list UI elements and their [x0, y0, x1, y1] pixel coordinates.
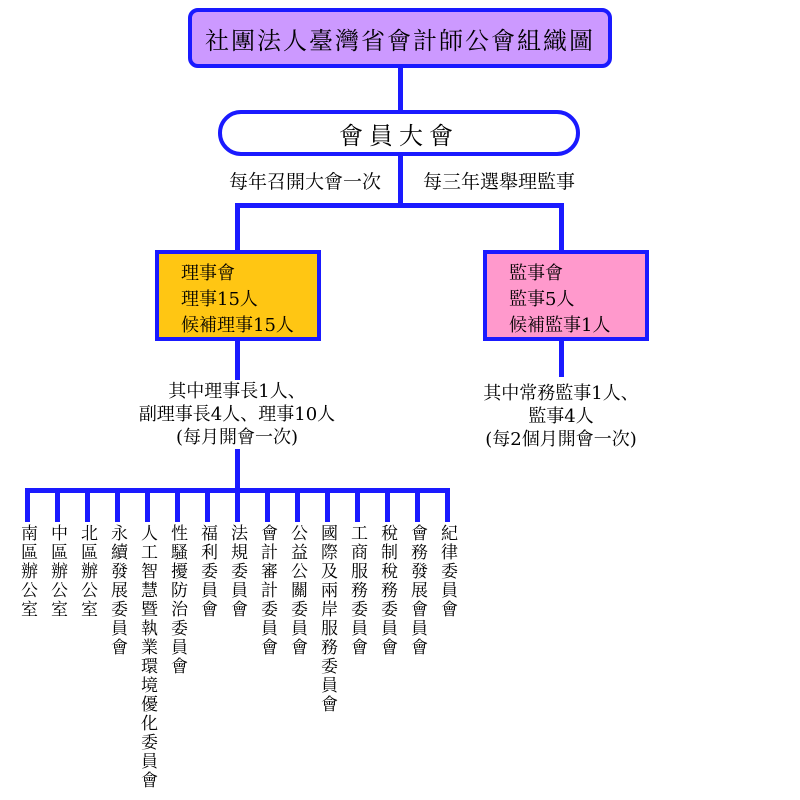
connector-drop-supervisors — [559, 203, 564, 252]
committee-label: 會計審計委員會 — [257, 524, 277, 657]
committee-drop — [145, 488, 150, 522]
committee-drop — [235, 488, 240, 522]
supervisors-alternates-count: 候補監事1人 — [509, 315, 611, 336]
committee-label: 人工智慧暨執業環境優化委員會 — [137, 524, 157, 790]
committee-drop — [265, 488, 270, 522]
connector-supervisors-to-note — [559, 339, 564, 377]
board-note-line3: (每月開會一次) — [175, 427, 299, 448]
committee-label: 南區辦公室 — [17, 524, 37, 619]
board-members-count: 理事15人 — [181, 289, 258, 310]
board-composition-note — [107, 380, 367, 449]
committee-drop — [205, 488, 210, 522]
committee-label: 工商服務委員會 — [347, 524, 367, 657]
supervisors-note-line3: (每2個月開會一次) — [485, 429, 637, 450]
committee-drop — [115, 488, 120, 522]
board-note-line1: 其中理事長1人、 — [168, 381, 306, 402]
committee-drop — [295, 488, 300, 522]
committee-drop — [85, 488, 90, 522]
board-alternates-count: 候補理事15人 — [181, 315, 294, 336]
committee-label: 會務發展會員會 — [407, 524, 427, 657]
connector-assembly-to-split — [398, 154, 403, 207]
committee-drop — [25, 488, 30, 522]
supervisors-note-line2: 監事4人 — [528, 406, 594, 427]
board-note-line2: 副理事長4人、理事10人 — [138, 404, 336, 425]
committee-label: 公益公關委員會 — [287, 524, 307, 657]
supervisors-members-count: 監事5人 — [509, 289, 575, 310]
members-assembly-label: 會員大會 — [339, 121, 459, 150]
committee-label: 稅制稅務委員會 — [377, 524, 397, 657]
committee-drop — [175, 488, 180, 522]
committee-drop — [415, 488, 420, 522]
members-assembly-node — [218, 110, 580, 156]
triennial-election-note: 每三年選舉理監事 — [422, 171, 575, 193]
committee-label: 北區辦公室 — [77, 524, 97, 619]
chart-title: 社團法人臺灣省會計師公會組織圖 — [205, 26, 595, 55]
committee-label: 中區辦公室 — [47, 524, 67, 619]
supervisors-note-line1: 其中常務監事1人、 — [483, 383, 639, 404]
committee-label: 法規委員會 — [227, 524, 247, 619]
board-of-supervisors-node — [483, 250, 649, 341]
supervisors-name: 監事會 — [509, 263, 563, 284]
committee-drop — [445, 488, 450, 522]
annual-meeting-note: 每年召開大會一次 — [228, 171, 381, 193]
committee-drop — [385, 488, 390, 522]
board-name: 理事會 — [181, 263, 235, 284]
connector-drop-board — [235, 203, 240, 252]
connector-title-to-assembly — [398, 66, 403, 112]
committee-drop — [355, 488, 360, 522]
supervisors-composition-note — [431, 382, 691, 451]
committee-drop — [55, 488, 60, 522]
committee-label: 福利委員會 — [197, 524, 217, 619]
committee-label: 性騷擾防治委員會 — [167, 524, 187, 676]
chart-title-box — [188, 8, 612, 68]
committee-label: 紀律委員會 — [437, 524, 457, 619]
committee-label: 國際及兩岸服務委員會 — [317, 524, 337, 714]
committee-drop — [325, 488, 330, 522]
board-of-directors-node — [155, 250, 321, 341]
committee-label: 永續發展委員會 — [107, 524, 127, 657]
connector-split-rail — [235, 203, 563, 208]
